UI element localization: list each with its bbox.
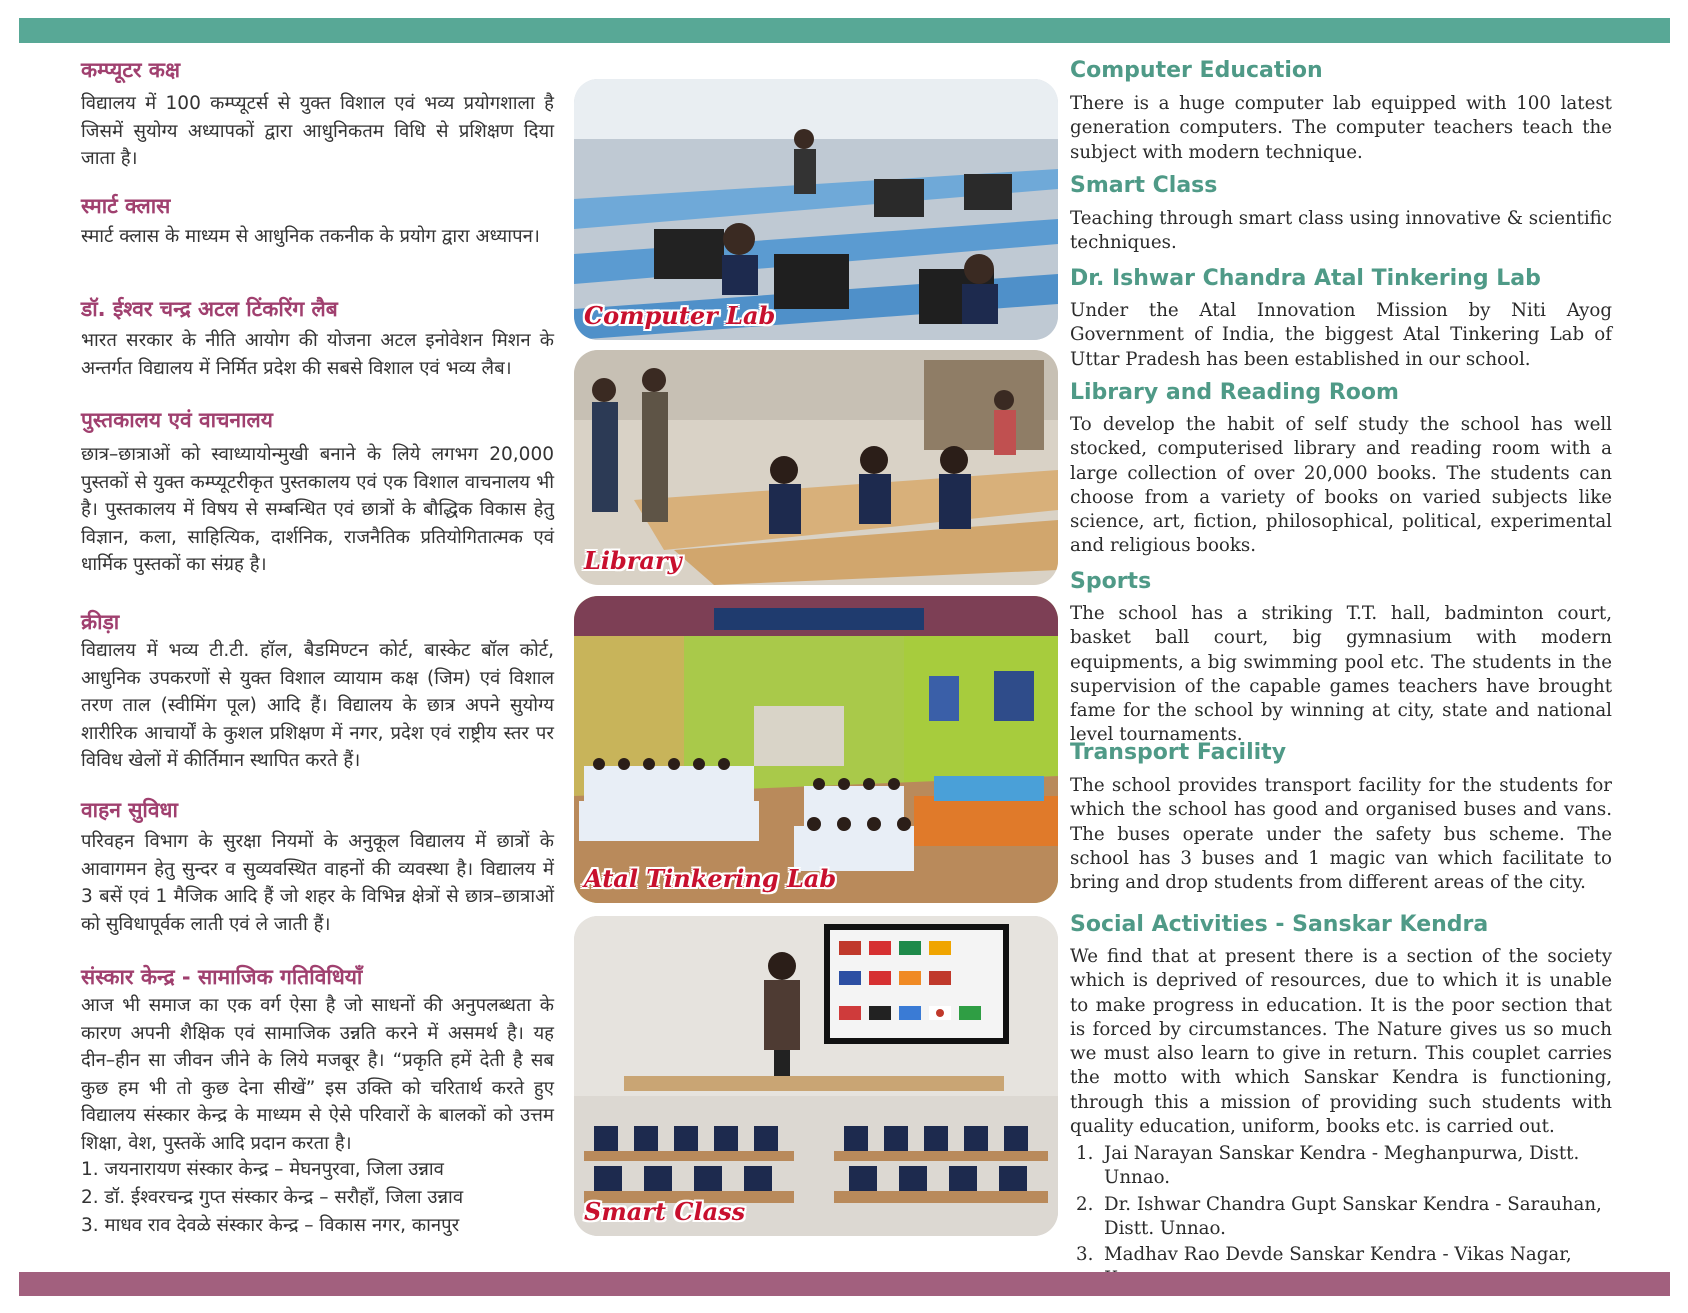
hindi-text-smart-class: स्मार्ट क्लास के माध्यम से आधुनिक तकनीक के प्रयोग द्वारा अध्यापन। xyxy=(81,226,540,247)
english-sanskar-list xyxy=(1070,1142,1612,1294)
list-item xyxy=(1070,1142,1612,1191)
list-item-text: Jai Narayan Sanskar Kendra - Meghanpurwa, Distt. Unnao. xyxy=(1104,1143,1580,1189)
hindi-sanskar-list xyxy=(81,1156,554,1240)
hindi-text-computer-room: विद्यालय में 100 कम्प्यूटर्स से युक्त विशाल एवं भव्य प्रयोगशाला है जिसमें सुयोग्य अध्यापकों द्वारा आधुनिकतम विधि से प्रशिक्षण दिया जाता है। xyxy=(81,93,554,169)
hindi-heading-sanskar-kendra: संस्कार केन्द्र - सामाजिक गतिविधियाँ xyxy=(81,965,363,989)
list-item-number: 2. xyxy=(1076,1193,1094,1215)
english-heading-library: Library and Reading Room xyxy=(1070,380,1399,405)
computer-lab-caption: Computer Lab xyxy=(584,301,776,330)
hindi-text-sports: विद्यालय में भव्य टी.टी. हॉल, बैडमिण्टन कोर्ट, बास्केट बॉल कोर्ट, आधुनिक उपकरणों से युक्त विशाल व्यायाम कक्ष (जिम) एवं विशाल तरण ताल (स्वीमिंग पूल) आदि हैं। विद्यालय के छात्र अपने सुयोग्य शारीरिक आचार्यों के कुशल प्रशिक्षण में नगर, प्रदेश एवं राष्ट्रीय स्तर पर विविध खेलों में कीर्तिमान स्थापित करते हैं। xyxy=(81,640,554,771)
english-heading-smart-class: Smart Class xyxy=(1070,173,1218,198)
english-heading-transport: Transport Facility xyxy=(1070,740,1287,765)
hindi-heading-smart-class: स्मार्ट क्लास xyxy=(81,194,171,218)
hindi-heading-library: पुस्तकालय एवं वाचनालय xyxy=(81,408,273,432)
hindi-heading-computer-room: कम्प्यूटर कक्ष xyxy=(81,58,180,82)
smart-class-caption: Smart Class xyxy=(584,1197,746,1226)
list-item: 1. जयनारायण संस्कार केन्द्र – मेघनपुरवा, जिला उन्नाव xyxy=(81,1159,444,1180)
english-text-library: To develop the habit of self study the school has well stocked, computerised library and reading room with a large collection of over 20,000 books. The students can choose from a variety of books on varied subjects like science, art, fiction, philosophical, political, experimental and religious books. xyxy=(1070,414,1612,557)
hindi-heading-sports: क्रीड़ा xyxy=(81,610,120,634)
hindi-text-library: छात्र–छात्राओं को स्वाध्यायोन्मुखी बनाने के लिये लगभग 20,000 पुस्तकों से युक्त कम्प्यूटरीकृत पुस्तकालय एवं एक विशाल वाचनालय भी है। पुस्तकालय में विषय से सम्बन्धित एवं छात्रों के बौद्धिक विकास हेतु विज्ञान, कला, साहित्यिक, दार्शनिक, राजनैतिक प्रतियोगितात्मक एवं धार्मिक पुस्तकों का संग्रह है। xyxy=(81,444,554,575)
tinkering-lab-caption: Atal Tinkering Lab xyxy=(584,864,837,893)
list-item: 3. माधव राव देवळे संस्कार केन्द्र – विकास नगर, कानपुर xyxy=(81,1215,460,1236)
smart-class-photo xyxy=(574,916,1058,1236)
hindi-text-transport: परिवहन विभाग के सुरक्षा नियमों के अनुकूल विद्यालय में छात्रों के आवागमन हेतु सुन्दर व सुव्यवस्थित वाहनों की व्यवस्था है। विद्यालय में 3 बसें एवं 1 मैजिक आदि हैं जो शहर के विभिन्न क्षेत्रों से छात्र–छात्राओं को सुविधापूर्वक लाती एवं ले जाती हैं। xyxy=(81,831,554,935)
library-photo xyxy=(574,350,1058,585)
top-color-band xyxy=(19,18,1670,43)
english-heading-tinkering-lab: Dr. Ishwar Chandra Atal Tinkering Lab xyxy=(1070,266,1541,291)
english-text-smart-class: Teaching through smart class using innovative & scientific techniques. xyxy=(1070,208,1612,254)
english-text-tinkering-lab: Under the Atal Innovation Mission by Niti Ayog Government of India, the biggest Atal Tinkering Lab of Uttar Pradesh has been established in our school. xyxy=(1070,300,1612,370)
hindi-heading-transport: वाहन सुविधा xyxy=(81,798,178,822)
list-item-text: Dr. Ishwar Chandra Gupt Sanskar Kendra - Sarauhan, Distt. Unnao. xyxy=(1104,1193,1602,1239)
library-caption: Library xyxy=(584,546,682,575)
list-item-number: 3. xyxy=(1076,1244,1094,1266)
english-text-social-activities: We find that at present there is a section of the society which is deprived of resources, due to which it is unable to make progress in education. It is the poor section that is forced by circumstances. The Nature gives us so much we must also learn to give in return. This couplet carries the motto with which Sanskar Kendra is functioning, through this a mission of providing such students with quality education, uniform, books etc. is carried out. xyxy=(1070,946,1612,1138)
smart-class-image xyxy=(574,916,1058,1236)
list-item-text: Madhav Rao Devde Sanskar Kendra - Vikas Nagar, xyxy=(1104,1244,1572,1266)
english-heading-computer-education: Computer Education xyxy=(1070,58,1323,83)
english-text-transport: The school provides transport facility for the students for which the school has good and organised buses and vans. The buses operate under the safety bus scheme. The school has 3 buses and 1 magic van which facilitate to bring and drop students from different areas of the city. xyxy=(1070,775,1612,894)
list-item-number: 1. xyxy=(1076,1143,1094,1164)
list-item: 2. डॉ. ईश्वरचन्द्र गुप्त संस्कार केन्द्र – सरौहाँ, जिला उन्नाव xyxy=(81,1187,464,1208)
hindi-text-tinkering-lab: भारत सरकार के नीति आयोग की योजना अटल इनोवेशन मिशन के अन्तर्गत विद्यालय में निर्मित प्रदेश की सबसे विशाल एवं भव्य लैब। xyxy=(81,330,554,379)
english-text-sports: The school has a striking T.T. hall, badminton court, basket ball court, big gymnasium with modern equipments, a big swimming pool etc. The students in the supervision of the capable games teachers have brought fame for the school by winning at city, state and national level tournaments. xyxy=(1070,603,1612,746)
computer-lab-photo xyxy=(574,79,1058,340)
hindi-heading-tinkering-lab: डॉ. ईश्वर चन्द्र अटल टिंकरिंग लैब xyxy=(81,297,338,321)
english-heading-social-activities: Social Activities - Sanskar Kendra xyxy=(1070,912,1489,937)
tinkering-lab-photo xyxy=(574,596,1058,903)
english-text-computer-education: There is a huge computer lab equipped with 100 latest generation computers. The computer teachers teach the subject with modern technique. xyxy=(1070,93,1612,163)
english-heading-sports: Sports xyxy=(1070,569,1152,594)
bottom-color-band xyxy=(19,1272,1670,1296)
tinkering-lab-image xyxy=(574,596,1058,903)
list-item xyxy=(1070,1193,1612,1242)
hindi-text-sanskar-kendra: आज भी समाज का एक वर्ग ऐसा है जो साधनों की अनुपलब्धता के कारण अपनी शैक्षिक एवं सामाजिक उन्नति करने में असमर्थ है। यह दीन–हीन सा जीवन जीने के लिये मजबूर है। “प्रकृति हमें देती है सब कुछ हम भी तो कुछ देना सीखें” इस उक्ति को चरितार्थ करते हुए विद्यालय संस्कार केन्द्र के माध्यम से ऐसे परिवारों के बालकों को उत्तम शिक्षा, वेश, पुस्तकें आदि प्रदान करता है। xyxy=(81,995,554,1154)
